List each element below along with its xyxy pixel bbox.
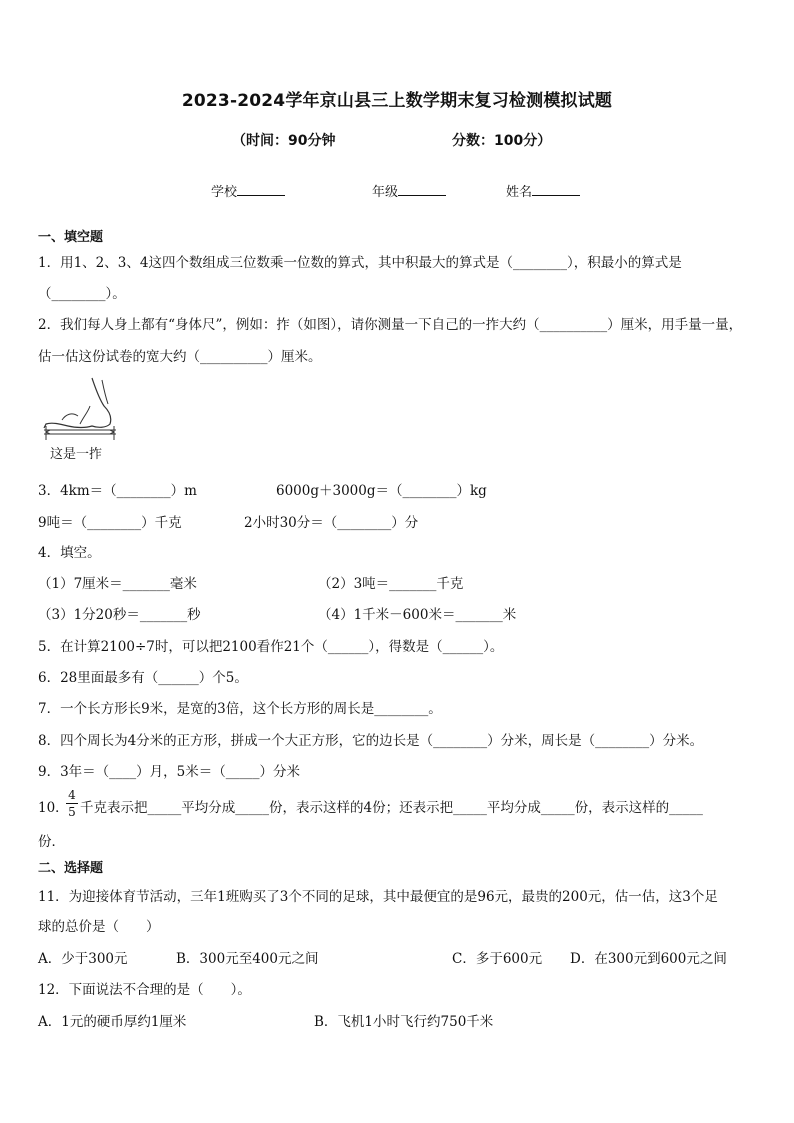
question-10-number: 10． — [38, 800, 69, 816]
question-3-left-a: 3．4km＝（________）m — [38, 483, 197, 499]
question-9: 9．3年＝（____）月，5米＝（_____）分米 — [38, 764, 301, 780]
question-4-item-2: （2）3吨＝_______千克 — [318, 576, 464, 592]
question-6: 6．28里面最多有（______）个5。 — [38, 670, 248, 686]
question-11-option-d: D．在300元到600元之间 — [570, 951, 727, 967]
fraction-four-fifths — [66, 788, 78, 819]
question-10-line-1: 千克表示把_____平均分成_____份，表示这样的4份；还表示把_____平均分成_____份，表示这样的_____ — [80, 800, 703, 816]
section-fill-heading: 一、填空题 — [38, 230, 104, 245]
grade-field — [372, 181, 446, 200]
question-10-line-2: 份． — [38, 834, 65, 850]
question-3-right-a: 6000g＋3000g＝（________）kg — [276, 483, 487, 499]
school-blank — [237, 183, 285, 196]
question-12: 12．下面说法不合理的是（ ）。 — [38, 982, 251, 998]
grade-label: 年级 — [372, 185, 399, 200]
exam-score: 分数：100分） — [452, 133, 552, 149]
question-2-line-1: 2．我们每人身上都有“身体尺”，例如：拃（如图），请你测量一下自己的一拃大约（__________）厘米，用手量一量， — [38, 317, 743, 333]
name-label: 姓名 — [506, 185, 533, 200]
name-blank — [532, 183, 580, 196]
question-8: 8．四个周长为4分米的正方形，拼成一个大正方形，它的边长是（________）分米，周长是（________）分米。 — [38, 733, 704, 749]
section-choice-heading: 二、选择题 — [38, 861, 104, 876]
question-4-item-3: （3）1分20秒＝_______秒 — [38, 607, 201, 623]
question-11-option-b: B．300元至400元之间 — [176, 951, 319, 967]
school-label: 学校 — [211, 185, 238, 200]
name-field — [506, 181, 580, 200]
question-3-left-b: 9吨＝（________）千克 — [38, 515, 182, 531]
question-5: 5．在计算2100÷7时，可以把2100看作21个（______），得数是（______）。 — [38, 639, 504, 655]
question-11-line-1: 11．为迎接体育节活动，三年1班购买了3个不同的足球，其中最便宜的是96元，最贵的200元，估一估，这3个足 — [38, 889, 718, 905]
fraction-bar — [66, 803, 78, 804]
question-3-right-b: 2小时30分＝（________）分 — [244, 515, 419, 531]
question-12-option-b: B．飞机1小时飞行约750千米 — [314, 1014, 494, 1030]
fraction-denominator: 5 — [68, 805, 76, 819]
question-4-heading: 4．填空。 — [38, 545, 101, 561]
question-4-item-4: （4）1千米－600米＝_______米 — [318, 607, 517, 623]
question-7: 7．一个长方形长9米，是宽的3倍，这个长方形的周长是________。 — [38, 701, 442, 717]
question-1-line-1: 1．用1、2、3、4这四个数组成三位数乘一位数的算式，其中积最大的算式是（________），积最小的算式是 — [38, 255, 682, 271]
question-2-line-2: 估一估这份试卷的宽大约（__________）厘米。 — [38, 349, 322, 365]
question-11-option-c: C．多于600元 — [452, 951, 543, 967]
question-12-option-a: A．1元的硬币厚约1厘米 — [38, 1014, 187, 1030]
grade-blank — [398, 183, 446, 196]
exam-time: （时间：90分钟 — [232, 133, 336, 149]
question-11-option-a: A．少于300元 — [38, 951, 128, 967]
school-field — [211, 181, 285, 200]
question-1-line-2: （________）。 — [38, 286, 126, 302]
page-title: 2023-2024学年京山县三上数学期末复习检测模拟试题 — [181, 91, 613, 111]
figure-caption: 这是一拃 — [50, 447, 103, 462]
fraction-numerator: 4 — [68, 788, 76, 802]
question-11-line-2: 球的总价是（ ） — [38, 919, 160, 935]
question-4-item-1: （1）7厘米＝_______毫米 — [38, 576, 197, 592]
